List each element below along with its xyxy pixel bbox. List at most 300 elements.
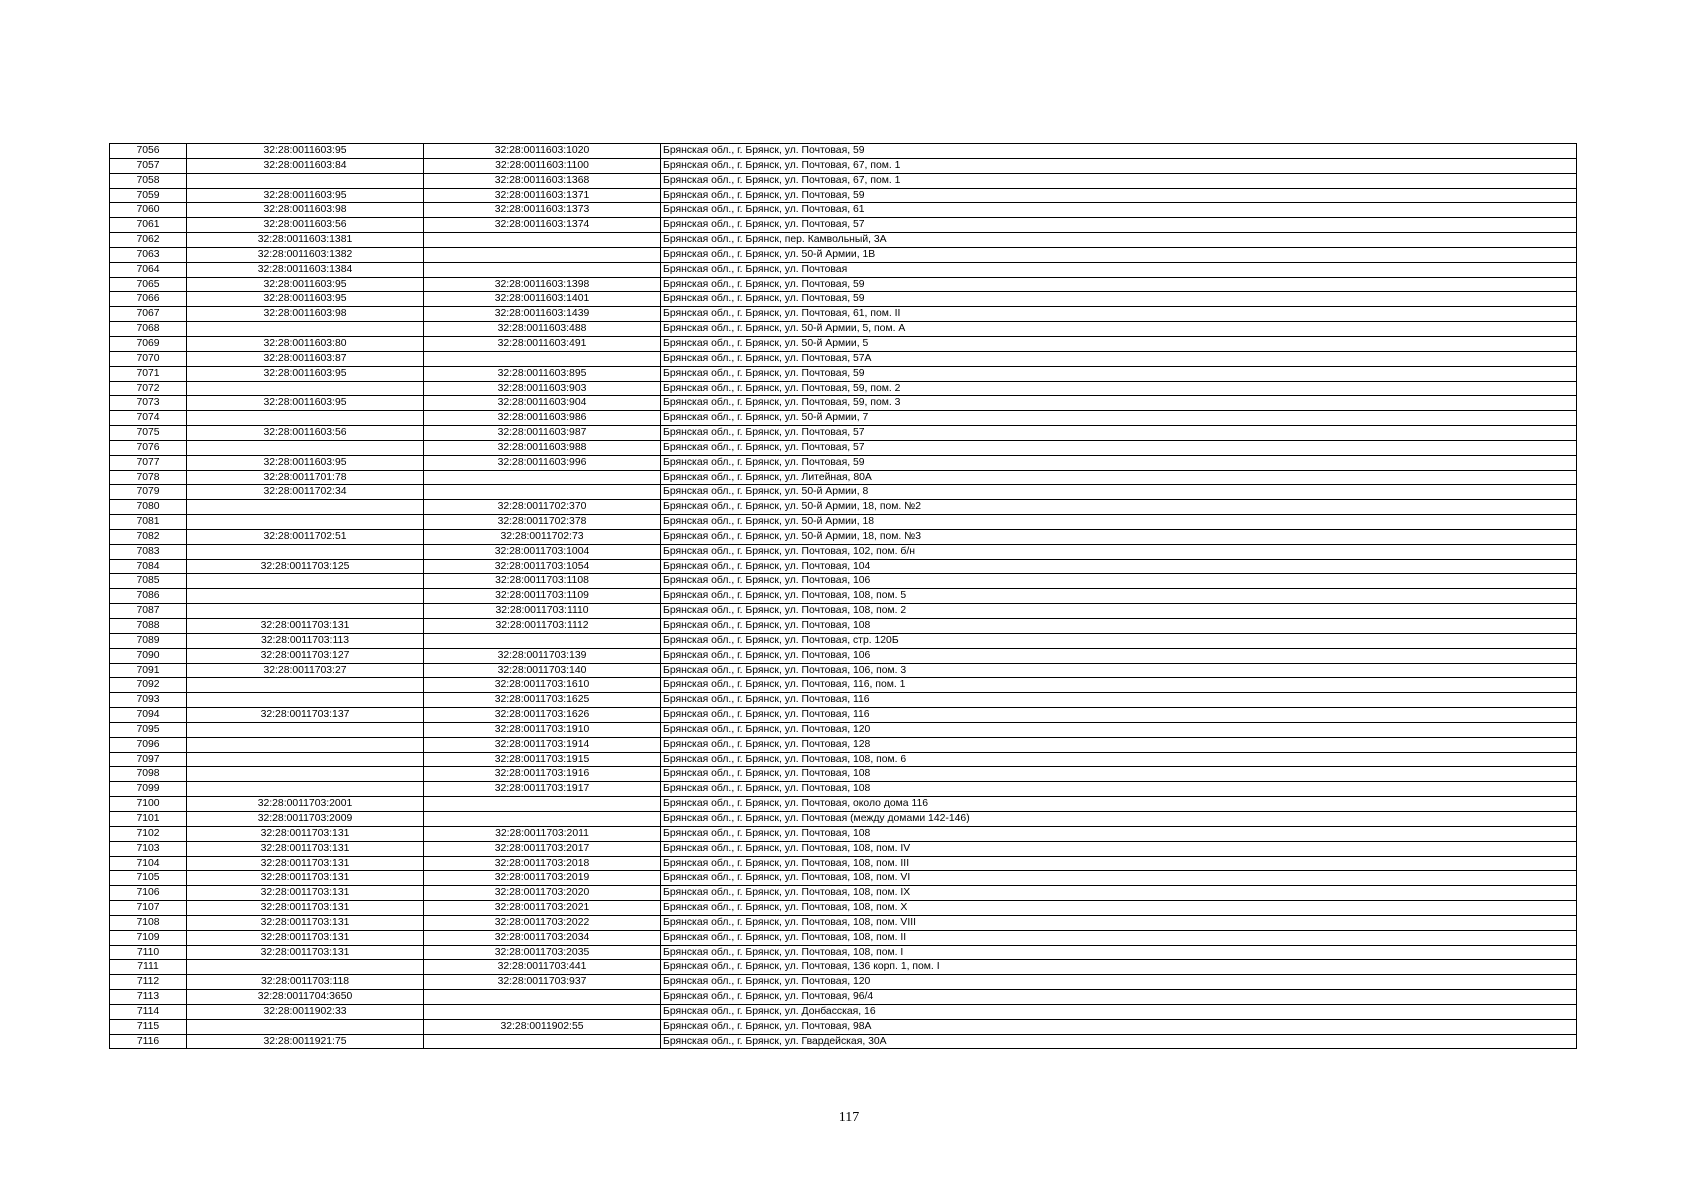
table-row	[110, 188, 1577, 203]
row-number-cell: 7060	[110, 203, 187, 218]
row-number-cell: 7079	[110, 485, 187, 500]
address-cell: Брянская обл., г. Брянск, ул. Почтовая, 59	[661, 292, 1577, 307]
parcel-number-cell: 32:28:0011603:95	[187, 277, 424, 292]
object-number-cell: 32:28:0011703:139	[424, 648, 661, 663]
address-cell: Брянская обл., г. Брянск, ул. Почтовая, 59, пом. 3	[661, 396, 1577, 411]
row-number-cell: 7065	[110, 277, 187, 292]
table-row	[110, 767, 1577, 782]
table-row	[110, 589, 1577, 604]
object-number-cell: 32:28:0011703:2022	[424, 915, 661, 930]
address-cell: Брянская обл., г. Брянск, ул. Почтовая, 108	[661, 767, 1577, 782]
row-number-cell: 7082	[110, 529, 187, 544]
object-number-cell: 32:28:0011603:1401	[424, 292, 661, 307]
address-cell: Брянская обл., г. Брянск, ул. Почтовая, 106	[661, 648, 1577, 663]
parcel-number-cell	[187, 515, 424, 530]
object-number-cell: 32:28:0011703:1109	[424, 589, 661, 604]
parcel-number-cell: 32:28:0011603:98	[187, 203, 424, 218]
object-number-cell: 32:28:0011603:1368	[424, 173, 661, 188]
table-row	[110, 144, 1577, 159]
address-cell: Брянская обл., г. Брянск, ул. 50-й Армии, 5, пом. А	[661, 322, 1577, 337]
row-number-cell: 7106	[110, 886, 187, 901]
object-number-cell	[424, 262, 661, 277]
address-cell: Брянская обл., г. Брянск, ул. Почтовая, 116, пом. 1	[661, 678, 1577, 693]
row-number-cell: 7076	[110, 440, 187, 455]
row-number-cell: 7103	[110, 841, 187, 856]
address-cell: Брянская обл., г. Брянск, ул. Почтовая	[661, 262, 1577, 277]
parcel-number-cell: 32:28:0011703:131	[187, 945, 424, 960]
object-number-cell	[424, 633, 661, 648]
parcel-number-cell	[187, 604, 424, 619]
row-number-cell: 7078	[110, 470, 187, 485]
parcel-number-cell: 32:28:0011703:113	[187, 633, 424, 648]
table-row	[110, 737, 1577, 752]
row-number-cell: 7094	[110, 708, 187, 723]
row-number-cell: 7062	[110, 233, 187, 248]
parcel-number-cell: 32:28:0011703:127	[187, 648, 424, 663]
row-number-cell: 7090	[110, 648, 187, 663]
address-cell: Брянская обл., г. Брянск, ул. Почтовая, 59	[661, 455, 1577, 470]
parcel-number-cell: 32:28:0011603:95	[187, 455, 424, 470]
object-number-cell	[424, 351, 661, 366]
address-cell: Брянская обл., г. Брянск, ул. Почтовая, 108, пом. VIII	[661, 915, 1577, 930]
object-number-cell: 32:28:0011603:1373	[424, 203, 661, 218]
parcel-number-cell	[187, 173, 424, 188]
row-number-cell: 7088	[110, 619, 187, 634]
row-number-cell: 7068	[110, 322, 187, 337]
parcel-number-cell	[187, 752, 424, 767]
address-cell: Брянская обл., г. Брянск, ул. Почтовая, 106, пом. 3	[661, 663, 1577, 678]
address-cell: Брянская обл., г. Брянск, ул. Почтовая, около дома 116	[661, 797, 1577, 812]
parcel-number-cell: 32:28:0011603:1382	[187, 247, 424, 262]
row-number-cell: 7112	[110, 975, 187, 990]
parcel-number-cell	[187, 678, 424, 693]
object-number-cell	[424, 485, 661, 500]
object-number-cell	[424, 811, 661, 826]
row-number-cell: 7066	[110, 292, 187, 307]
table-row	[110, 886, 1577, 901]
table-row	[110, 203, 1577, 218]
parcel-number-cell: 32:28:0011703:131	[187, 619, 424, 634]
object-number-cell: 32:28:0011703:441	[424, 960, 661, 975]
parcel-number-cell: 32:28:0011704:3650	[187, 990, 424, 1005]
table-row	[110, 529, 1577, 544]
address-cell: Брянская обл., г. Брянск, ул. Почтовая, 116	[661, 708, 1577, 723]
object-number-cell: 32:28:0011603:986	[424, 411, 661, 426]
address-cell: Брянская обл., г. Брянск, ул. Почтовая, 108, пом. VI	[661, 871, 1577, 886]
address-cell: Брянская обл., г. Брянск, ул. Почтовая, 108, пом. 5	[661, 589, 1577, 604]
table-row	[110, 307, 1577, 322]
table-row	[110, 336, 1577, 351]
row-number-cell: 7098	[110, 767, 187, 782]
address-cell: Брянская обл., г. Брянск, ул. Почтовая, 136 корп. 1, пом. I	[661, 960, 1577, 975]
parcel-number-cell	[187, 737, 424, 752]
table-row	[110, 218, 1577, 233]
row-number-cell: 7080	[110, 500, 187, 515]
parcel-number-cell	[187, 722, 424, 737]
table-row	[110, 856, 1577, 871]
address-cell: Брянская обл., г. Брянск, ул. Гвардейская, 30А	[661, 1034, 1577, 1049]
address-cell: Брянская обл., г. Брянск, ул. 50-й Армии, 18	[661, 515, 1577, 530]
address-cell: Брянская обл., г. Брянск, ул. Почтовая, 116	[661, 693, 1577, 708]
table-row	[110, 752, 1577, 767]
table-row	[110, 455, 1577, 470]
table-row	[110, 381, 1577, 396]
parcel-number-cell: 32:28:0011603:56	[187, 218, 424, 233]
address-cell: Брянская обл., г. Брянск, ул. Почтовая, 57А	[661, 351, 1577, 366]
table-row	[110, 411, 1577, 426]
table-row	[110, 663, 1577, 678]
object-number-cell: 32:28:0011603:903	[424, 381, 661, 396]
address-cell: Брянская обл., г. Брянск, ул. Почтовая, 108, пом. I	[661, 945, 1577, 960]
object-number-cell: 32:28:0011703:1626	[424, 708, 661, 723]
parcel-number-cell: 32:28:0011703:131	[187, 826, 424, 841]
object-number-cell: 32:28:0011603:987	[424, 426, 661, 441]
address-cell: Брянская обл., г. Брянск, ул. Почтовая, 57	[661, 426, 1577, 441]
address-cell: Брянская обл., г. Брянск, ул. 50-й Армии, 8	[661, 485, 1577, 500]
document-table-container	[109, 143, 1577, 1049]
parcel-number-cell: 32:28:0011703:137	[187, 708, 424, 723]
address-cell: Брянская обл., г. Брянск, ул. Почтовая, 108, пом. III	[661, 856, 1577, 871]
address-cell: Брянская обл., г. Брянск, ул. Почтовая, 59	[661, 277, 1577, 292]
parcel-number-cell	[187, 589, 424, 604]
object-number-cell: 32:28:0011703:140	[424, 663, 661, 678]
table-row	[110, 975, 1577, 990]
object-number-cell: 32:28:0011702:378	[424, 515, 661, 530]
object-number-cell: 32:28:0011603:895	[424, 366, 661, 381]
row-number-cell: 7059	[110, 188, 187, 203]
address-cell: Брянская обл., г. Брянск, ул. Почтовая, 108, пом. X	[661, 901, 1577, 916]
table-body	[110, 144, 1577, 1049]
row-number-cell: 7089	[110, 633, 187, 648]
row-number-cell: 7101	[110, 811, 187, 826]
parcel-number-cell	[187, 960, 424, 975]
row-number-cell: 7069	[110, 336, 187, 351]
table-row	[110, 841, 1577, 856]
table-row	[110, 797, 1577, 812]
row-number-cell: 7057	[110, 158, 187, 173]
row-number-cell: 7083	[110, 544, 187, 559]
table-row	[110, 782, 1577, 797]
object-number-cell: 32:28:0011702:370	[424, 500, 661, 515]
address-cell: Брянская обл., г. Брянск, ул. Почтовая, 61	[661, 203, 1577, 218]
row-number-cell: 7092	[110, 678, 187, 693]
table-row	[110, 678, 1577, 693]
table-row	[110, 515, 1577, 530]
parcel-number-cell: 32:28:0011603:95	[187, 396, 424, 411]
table-row	[110, 574, 1577, 589]
table-row	[110, 158, 1577, 173]
parcel-number-cell: 32:28:0011703:131	[187, 886, 424, 901]
parcel-number-cell: 32:28:0011703:2001	[187, 797, 424, 812]
object-number-cell: 32:28:0011603:904	[424, 396, 661, 411]
row-number-cell: 7110	[110, 945, 187, 960]
parcel-number-cell	[187, 440, 424, 455]
address-cell: Брянская обл., г. Брянск, ул. Почтовая, 57	[661, 440, 1577, 455]
parcel-number-cell: 32:28:0011702:34	[187, 485, 424, 500]
object-number-cell: 32:28:0011703:2011	[424, 826, 661, 841]
table-row	[110, 930, 1577, 945]
address-cell: Брянская обл., г. Брянск, ул. 50-й Армии, 18, пом. №2	[661, 500, 1577, 515]
table-row	[110, 173, 1577, 188]
row-number-cell: 7074	[110, 411, 187, 426]
table-row	[110, 292, 1577, 307]
address-cell: Брянская обл., г. Брянск, ул. Почтовая, 96/4	[661, 990, 1577, 1005]
table-row	[110, 990, 1577, 1005]
address-cell: Брянская обл., г. Брянск, ул. 50-й Армии, 18, пом. №3	[661, 529, 1577, 544]
address-cell: Брянская обл., г. Брянск, ул. Литейная, 80А	[661, 470, 1577, 485]
cadastral-table	[109, 143, 1577, 1049]
address-cell: Брянская обл., г. Брянск, ул. Почтовая, 108, пом. IX	[661, 886, 1577, 901]
row-number-cell: 7113	[110, 990, 187, 1005]
row-number-cell: 7084	[110, 559, 187, 574]
table-row	[110, 1034, 1577, 1049]
table-row	[110, 351, 1577, 366]
parcel-number-cell: 32:28:0011603:95	[187, 292, 424, 307]
row-number-cell: 7072	[110, 381, 187, 396]
row-number-cell: 7105	[110, 871, 187, 886]
table-row	[110, 559, 1577, 574]
parcel-number-cell: 32:28:0011921:75	[187, 1034, 424, 1049]
address-cell: Брянская обл., г. Брянск, ул. Почтовая, 67, пом. 1	[661, 158, 1577, 173]
address-cell: Брянская обл., г. Брянск, ул. Почтовая, 108, пом. IV	[661, 841, 1577, 856]
address-cell: Брянская обл., г. Брянск, ул. Почтовая, 67, пом. 1	[661, 173, 1577, 188]
table-row	[110, 396, 1577, 411]
object-number-cell: 32:28:0011702:73	[424, 529, 661, 544]
row-number-cell: 7093	[110, 693, 187, 708]
address-cell: Брянская обл., г. Брянск, ул. Почтовая, 106	[661, 574, 1577, 589]
address-cell: Брянская обл., г. Брянск, ул. Почтовая, 120	[661, 975, 1577, 990]
table-row	[110, 247, 1577, 262]
address-cell: Брянская обл., г. Брянск, ул. Почтовая, 108	[661, 619, 1577, 634]
parcel-number-cell	[187, 782, 424, 797]
object-number-cell: 32:28:0011703:2018	[424, 856, 661, 871]
parcel-number-cell	[187, 381, 424, 396]
object-number-cell: 32:28:0011703:2021	[424, 901, 661, 916]
row-number-cell: 7073	[110, 396, 187, 411]
table-row	[110, 426, 1577, 441]
parcel-number-cell: 32:28:0011603:1381	[187, 233, 424, 248]
parcel-number-cell	[187, 1019, 424, 1034]
address-cell: Брянская обл., г. Брянск, ул. Почтовая, стр. 120Б	[661, 633, 1577, 648]
parcel-number-cell: 32:28:0011603:80	[187, 336, 424, 351]
table-row	[110, 1019, 1577, 1034]
address-cell: Брянская обл., г. Брянск, ул. Почтовая, 59	[661, 366, 1577, 381]
row-number-cell: 7091	[110, 663, 187, 678]
table-row	[110, 915, 1577, 930]
object-number-cell: 32:28:0011603:1398	[424, 277, 661, 292]
object-number-cell: 32:28:0011603:1371	[424, 188, 661, 203]
table-row	[110, 871, 1577, 886]
table-row	[110, 604, 1577, 619]
row-number-cell: 7075	[110, 426, 187, 441]
parcel-number-cell: 32:28:0011703:131	[187, 901, 424, 916]
row-number-cell: 7087	[110, 604, 187, 619]
row-number-cell: 7085	[110, 574, 187, 589]
address-cell: Брянская обл., г. Брянск, ул. Почтовая, 98А	[661, 1019, 1577, 1034]
address-cell: Брянская обл., г. Брянск, ул. Почтовая, 61, пом. II	[661, 307, 1577, 322]
table-row	[110, 960, 1577, 975]
object-number-cell: 32:28:0011703:1054	[424, 559, 661, 574]
address-cell: Брянская обл., г. Брянск, ул. Донбасская, 16	[661, 1004, 1577, 1019]
parcel-number-cell	[187, 693, 424, 708]
row-number-cell: 7107	[110, 901, 187, 916]
object-number-cell: 32:28:0011703:937	[424, 975, 661, 990]
address-cell: Брянская обл., г. Брянск, ул. Почтовая (между домами 142-146)	[661, 811, 1577, 826]
object-number-cell	[424, 247, 661, 262]
table-row	[110, 544, 1577, 559]
parcel-number-cell: 32:28:0011703:131	[187, 841, 424, 856]
object-number-cell	[424, 797, 661, 812]
object-number-cell: 32:28:0011703:1610	[424, 678, 661, 693]
parcel-number-cell	[187, 574, 424, 589]
page-number: 117	[838, 1110, 860, 1125]
object-number-cell: 32:28:0011703:1625	[424, 693, 661, 708]
row-number-cell: 7067	[110, 307, 187, 322]
object-number-cell: 32:28:0011703:1004	[424, 544, 661, 559]
parcel-number-cell: 32:28:0011703:131	[187, 856, 424, 871]
table-row	[110, 648, 1577, 663]
address-cell: Брянская обл., г. Брянск, ул. Почтовая, 108	[661, 782, 1577, 797]
parcel-number-cell	[187, 767, 424, 782]
parcel-number-cell	[187, 322, 424, 337]
row-number-cell: 7058	[110, 173, 187, 188]
object-number-cell: 32:28:0011703:2020	[424, 886, 661, 901]
parcel-number-cell	[187, 500, 424, 515]
table-row	[110, 470, 1577, 485]
row-number-cell: 7099	[110, 782, 187, 797]
row-number-cell: 7100	[110, 797, 187, 812]
object-number-cell	[424, 470, 661, 485]
address-cell: Брянская обл., г. Брянск, ул. Почтовая, 108	[661, 826, 1577, 841]
object-number-cell: 32:28:0011603:488	[424, 322, 661, 337]
table-row	[110, 485, 1577, 500]
row-number-cell: 7108	[110, 915, 187, 930]
row-number-cell: 7056	[110, 144, 187, 159]
row-number-cell: 7104	[110, 856, 187, 871]
row-number-cell: 7115	[110, 1019, 187, 1034]
object-number-cell: 32:28:0011603:1100	[424, 158, 661, 173]
table-row	[110, 322, 1577, 337]
address-cell: Брянская обл., г. Брянск, ул. Почтовая, 128	[661, 737, 1577, 752]
parcel-number-cell: 32:28:0011603:56	[187, 426, 424, 441]
address-cell: Брянская обл., г. Брянск, ул. Почтовая, 59, пом. 2	[661, 381, 1577, 396]
parcel-number-cell: 32:28:0011603:1384	[187, 262, 424, 277]
row-number-cell: 7064	[110, 262, 187, 277]
parcel-number-cell: 32:28:0011703:131	[187, 871, 424, 886]
parcel-number-cell: 32:28:0011703:2009	[187, 811, 424, 826]
address-cell: Брянская обл., г. Брянск, ул. Почтовая, 59	[661, 144, 1577, 159]
row-number-cell: 7109	[110, 930, 187, 945]
row-number-cell: 7111	[110, 960, 187, 975]
address-cell: Брянская обл., г. Брянск, ул. Почтовая, 108, пом. 6	[661, 752, 1577, 767]
object-number-cell: 32:28:0011703:1917	[424, 782, 661, 797]
object-number-cell: 32:28:0011603:1020	[424, 144, 661, 159]
object-number-cell: 32:28:0011902:55	[424, 1019, 661, 1034]
address-cell: Брянская обл., г. Брянск, ул. Почтовая, 59	[661, 188, 1577, 203]
parcel-number-cell: 32:28:0011603:95	[187, 366, 424, 381]
object-number-cell: 32:28:0011703:1112	[424, 619, 661, 634]
object-number-cell: 32:28:0011603:988	[424, 440, 661, 455]
parcel-number-cell: 32:28:0011603:84	[187, 158, 424, 173]
object-number-cell	[424, 990, 661, 1005]
row-number-cell: 7081	[110, 515, 187, 530]
object-number-cell: 32:28:0011703:1108	[424, 574, 661, 589]
table-row	[110, 500, 1577, 515]
row-number-cell: 7114	[110, 1004, 187, 1019]
parcel-number-cell: 32:28:0011703:131	[187, 915, 424, 930]
row-number-cell: 7061	[110, 218, 187, 233]
row-number-cell: 7097	[110, 752, 187, 767]
address-cell: Брянская обл., г. Брянск, ул. 50-й Армии, 7	[661, 411, 1577, 426]
table-row	[110, 262, 1577, 277]
object-number-cell: 32:28:0011703:2034	[424, 930, 661, 945]
object-number-cell	[424, 233, 661, 248]
table-row	[110, 945, 1577, 960]
parcel-number-cell	[187, 411, 424, 426]
row-number-cell: 7070	[110, 351, 187, 366]
parcel-number-cell: 32:28:0011702:51	[187, 529, 424, 544]
object-number-cell: 32:28:0011703:1916	[424, 767, 661, 782]
address-cell: Брянская обл., г. Брянск, ул. 50-й Армии, 5	[661, 336, 1577, 351]
address-cell: Брянская обл., г. Брянск, ул. Почтовая, 108, пом. II	[661, 930, 1577, 945]
parcel-number-cell: 32:28:0011603:98	[187, 307, 424, 322]
table-row	[110, 811, 1577, 826]
row-number-cell: 7102	[110, 826, 187, 841]
parcel-number-cell: 32:28:0011703:27	[187, 663, 424, 678]
row-number-cell: 7071	[110, 366, 187, 381]
object-number-cell: 32:28:0011603:996	[424, 455, 661, 470]
table-row	[110, 722, 1577, 737]
object-number-cell: 32:28:0011703:2019	[424, 871, 661, 886]
parcel-number-cell	[187, 544, 424, 559]
parcel-number-cell: 32:28:0011603:95	[187, 144, 424, 159]
table-row	[110, 901, 1577, 916]
parcel-number-cell: 32:28:0011603:87	[187, 351, 424, 366]
object-number-cell	[424, 1034, 661, 1049]
address-cell: Брянская обл., г. Брянск, ул. Почтовая, 102, пом. б/н	[661, 544, 1577, 559]
table-row	[110, 826, 1577, 841]
table-row	[110, 619, 1577, 634]
object-number-cell: 32:28:0011603:1374	[424, 218, 661, 233]
address-cell: Брянская обл., г. Брянск, пер. Камвольный, 3А	[661, 233, 1577, 248]
table-row	[110, 633, 1577, 648]
address-cell: Брянская обл., г. Брянск, ул. Почтовая, 104	[661, 559, 1577, 574]
object-number-cell: 32:28:0011703:2035	[424, 945, 661, 960]
table-row	[110, 440, 1577, 455]
table-row	[110, 277, 1577, 292]
table-row	[110, 366, 1577, 381]
row-number-cell: 7077	[110, 455, 187, 470]
row-number-cell: 7116	[110, 1034, 187, 1049]
parcel-number-cell: 32:28:0011703:118	[187, 975, 424, 990]
object-number-cell: 32:28:0011703:1915	[424, 752, 661, 767]
parcel-number-cell: 32:28:0011703:131	[187, 930, 424, 945]
table-row	[110, 708, 1577, 723]
object-number-cell: 32:28:0011603:1439	[424, 307, 661, 322]
object-number-cell: 32:28:0011603:491	[424, 336, 661, 351]
address-cell: Брянская обл., г. Брянск, ул. Почтовая, 120	[661, 722, 1577, 737]
row-number-cell: 7095	[110, 722, 187, 737]
parcel-number-cell: 32:28:0011902:33	[187, 1004, 424, 1019]
row-number-cell: 7096	[110, 737, 187, 752]
object-number-cell	[424, 1004, 661, 1019]
object-number-cell: 32:28:0011703:1910	[424, 722, 661, 737]
address-cell: Брянская обл., г. Брянск, ул. 50-й Армии, 1В	[661, 247, 1577, 262]
row-number-cell: 7063	[110, 247, 187, 262]
object-number-cell: 32:28:0011703:2017	[424, 841, 661, 856]
object-number-cell: 32:28:0011703:1914	[424, 737, 661, 752]
object-number-cell: 32:28:0011703:1110	[424, 604, 661, 619]
